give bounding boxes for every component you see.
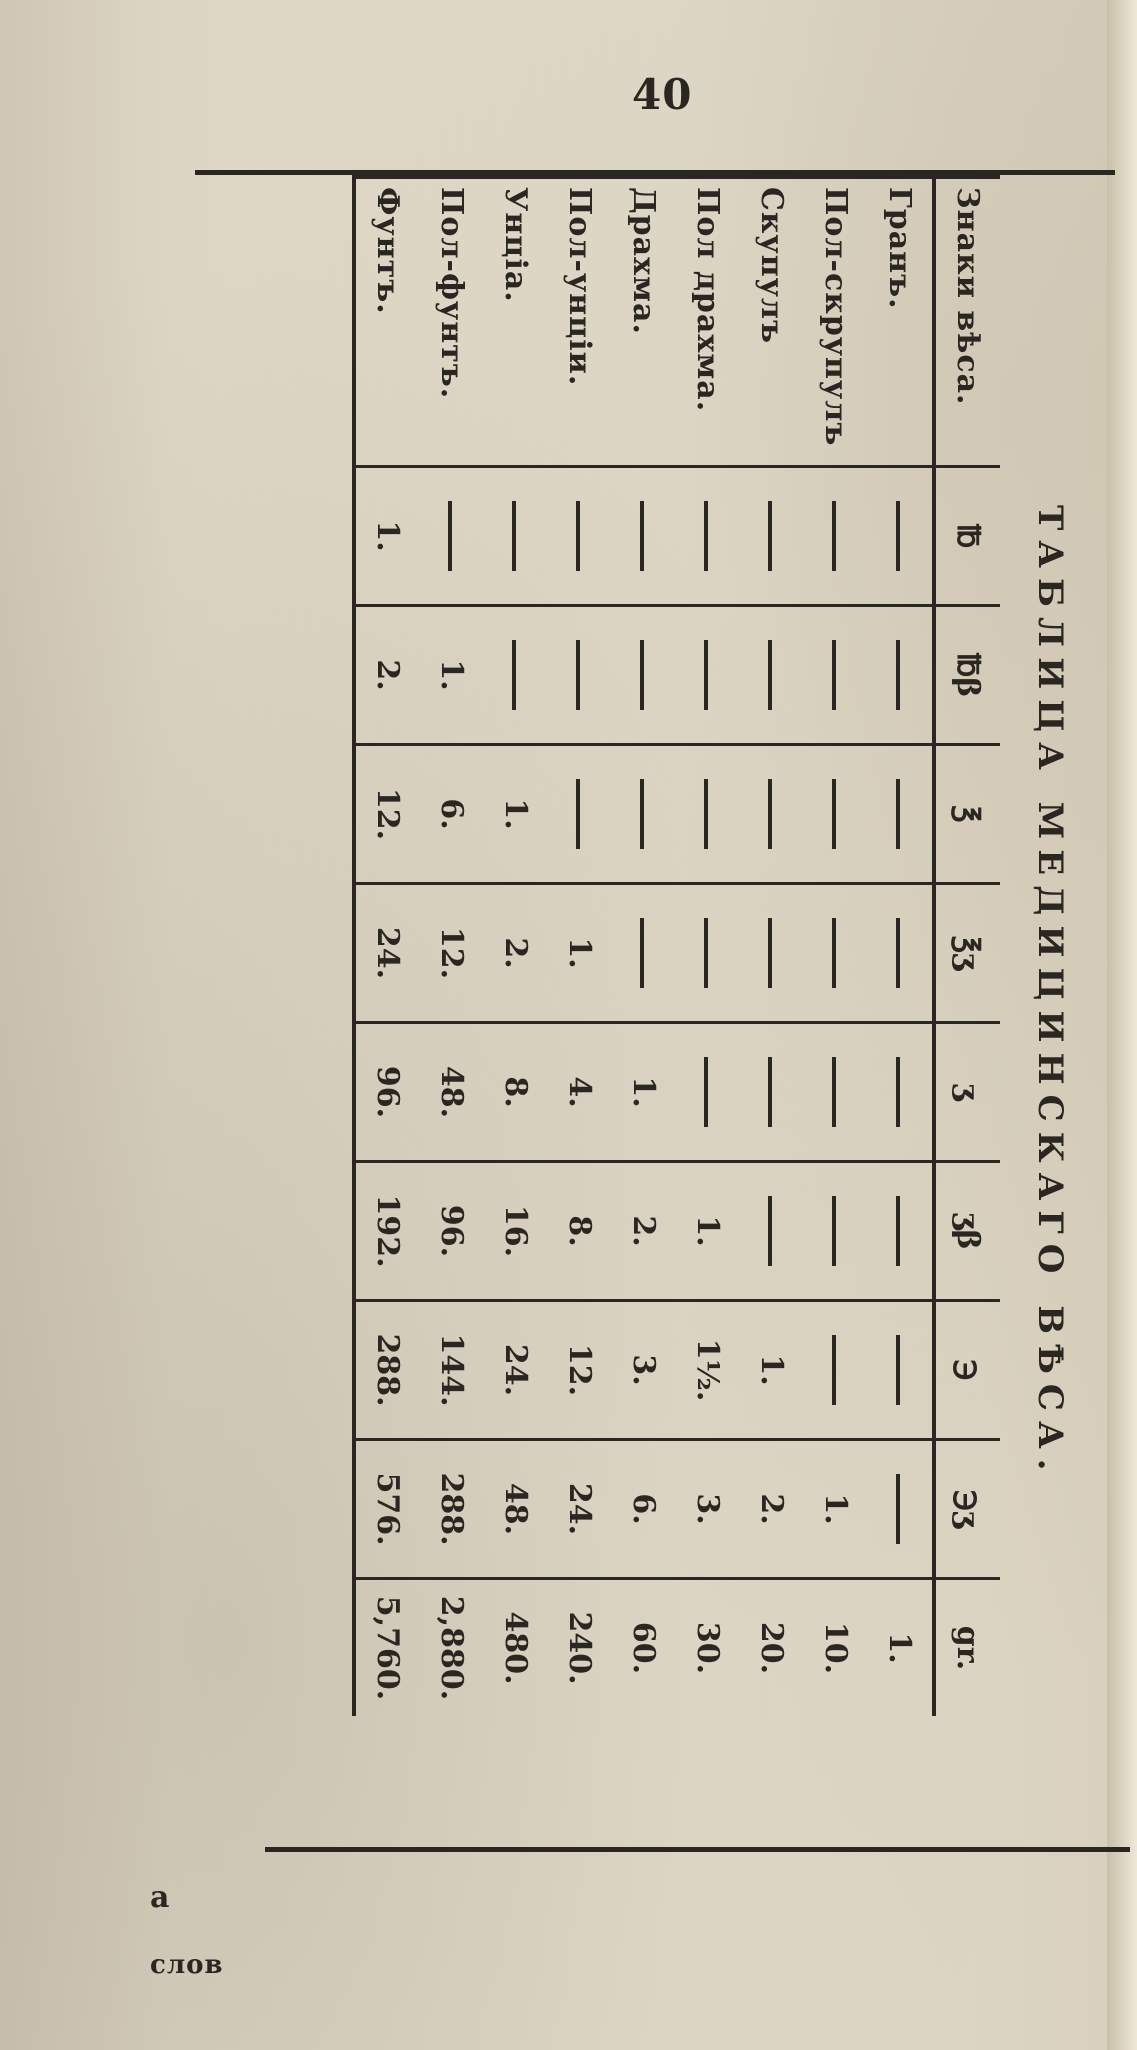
dash-mark [769,640,773,710]
dash-mark [833,779,837,849]
table-cell: 4. [548,1023,612,1162]
weights-table [352,175,1000,1716]
row-label: Фунтъ. [354,177,420,467]
dash-mark [705,640,709,710]
row-label: Гранъ. [868,177,934,467]
empty-cell-dash [740,745,804,884]
table-row [484,177,548,1716]
table-cell: 48. [484,1440,548,1579]
table-cell: 5,760. [354,1579,420,1717]
table-cell: 1. [548,884,612,1023]
column-header: ℥ʒ [934,884,1000,1023]
table-row [354,177,420,1716]
dash-mark [897,1196,901,1266]
row-label: Пол драхма. [676,177,740,467]
empty-cell-dash [804,606,868,745]
table-cell: 480. [484,1579,548,1717]
empty-cell-dash [868,467,934,606]
dash-mark [769,1057,773,1127]
table-cell: 288. [354,1301,420,1440]
dash-mark [577,779,581,849]
table-cell: 10. [804,1579,868,1717]
empty-cell-dash [676,884,740,1023]
table-cell: 2,880. [420,1579,484,1717]
dash-mark [769,1196,773,1266]
dash-mark [897,779,901,849]
empty-cell-dash [868,1440,934,1579]
dash-mark [833,1335,837,1405]
empty-cell-dash [740,1162,804,1301]
table-cell: 8. [484,1023,548,1162]
empty-cell-dash [804,884,868,1023]
empty-cell-dash [676,606,740,745]
column-header: gr. [934,1579,1000,1717]
dash-mark [641,918,645,988]
dash-mark [577,501,581,571]
empty-cell-dash [612,467,676,606]
dash-mark [705,779,709,849]
dash-mark [833,501,837,571]
table-cell: 96. [420,1162,484,1301]
empty-cell-dash [612,884,676,1023]
empty-cell-dash [804,467,868,606]
table-cell: 2. [612,1162,676,1301]
dash-mark [769,779,773,849]
table-cell: 2. [740,1440,804,1579]
table-cell: 1½. [676,1301,740,1440]
row-label: Пол-унціи. [548,177,612,467]
empty-cell-dash [740,467,804,606]
empty-cell-dash [548,467,612,606]
row-label: Унціа. [484,177,548,467]
table-cell: 24. [548,1440,612,1579]
empty-cell-dash [484,606,548,745]
table-cell: 6. [420,745,484,884]
table-cell: 2. [484,884,548,1023]
empty-cell-dash [740,606,804,745]
table-row [804,177,868,1716]
table-cell: 288. [420,1440,484,1579]
dash-mark [897,1474,901,1544]
column-header: ℥ [934,745,1000,884]
table-cell: 2. [354,606,420,745]
dash-mark [577,640,581,710]
empty-cell-dash [868,1162,934,1301]
empty-cell-dash [676,467,740,606]
weights-table-body [354,177,1000,1716]
margin-word: слов [150,1950,224,1980]
table-cell: 24. [354,884,420,1023]
header-label: Знаки вѣса. [934,177,1000,467]
column-header: ℔β [934,606,1000,745]
dash-mark [641,779,645,849]
margin-letter: а [150,1880,170,1915]
row-label: Пол-скрупулъ [804,177,868,467]
dash-mark [833,918,837,988]
table-cell: 12. [354,745,420,884]
dash-mark [897,640,901,710]
table-cell: 12. [420,884,484,1023]
dash-mark [641,640,645,710]
rotated-table-block [250,175,1080,1835]
column-header: ʒβ [934,1162,1000,1301]
table-cell: 6. [612,1440,676,1579]
table-cell: 20. [740,1579,804,1717]
table-row [676,177,740,1716]
dash-mark [833,1057,837,1127]
empty-cell-dash [420,467,484,606]
table-cell: 1. [484,745,548,884]
empty-cell-dash [676,1023,740,1162]
empty-cell-dash [868,745,934,884]
dash-mark [641,501,645,571]
table-cell: 1. [804,1440,868,1579]
dash-mark [833,1196,837,1266]
column-header: ℈ [934,1301,1000,1440]
table-cell: 1. [420,606,484,745]
table-row [548,177,612,1716]
table-cell: 60. [612,1579,676,1717]
column-header: ℈ʒ [934,1440,1000,1579]
table-cell: 48. [420,1023,484,1162]
column-header: ʒ [934,1023,1000,1162]
bottom-rule [265,1847,1130,1852]
empty-cell-dash [676,745,740,884]
table-row [868,177,934,1716]
table-cell: 16. [484,1162,548,1301]
table-row [740,177,804,1716]
table-cell: 576. [354,1440,420,1579]
empty-cell-dash [548,606,612,745]
table-header-row [934,177,1000,1716]
table-cell: 1. [354,467,420,606]
row-label: Драхма. [612,177,676,467]
dash-mark [769,501,773,571]
table-row [612,177,676,1716]
empty-cell-dash [740,1023,804,1162]
table-cell: 144. [420,1301,484,1440]
table-cell: 3. [612,1301,676,1440]
empty-cell-dash [868,606,934,745]
table-cell: 96. [354,1023,420,1162]
table-cell: 12. [548,1301,612,1440]
empty-cell-dash [804,1023,868,1162]
table-cell: 192. [354,1162,420,1301]
empty-cell-dash [484,467,548,606]
row-label: Пол-фунтъ. [420,177,484,467]
table-cell: 30. [676,1579,740,1717]
table-cell: 3. [676,1440,740,1579]
table-row [420,177,484,1716]
table-cell: 240. [548,1579,612,1717]
empty-cell-dash [868,1301,934,1440]
empty-cell-dash [740,884,804,1023]
empty-cell-dash [548,745,612,884]
table-cell: 1. [868,1579,934,1717]
dash-mark [705,1057,709,1127]
dash-mark [449,501,453,571]
table-cell: 1. [740,1301,804,1440]
dash-mark [513,501,517,571]
table-cell: 8. [548,1162,612,1301]
page-number: 40 [632,70,693,119]
empty-cell-dash [868,884,934,1023]
dash-mark [705,501,709,571]
table-cell: 1. [612,1023,676,1162]
empty-cell-dash [612,606,676,745]
row-label: Скупулъ [740,177,804,467]
table-cell: 1. [676,1162,740,1301]
empty-cell-dash [804,745,868,884]
table-title: ТАБЛИЦА МЕДИЦИНСКАГО ВѢСА. [1030,505,1070,1481]
dash-mark [897,1335,901,1405]
column-header: ℔ [934,467,1000,606]
empty-cell-dash [804,1162,868,1301]
dash-mark [897,918,901,988]
table-cell: 24. [484,1301,548,1440]
dash-mark [705,918,709,988]
dash-mark [897,501,901,571]
empty-cell-dash [868,1023,934,1162]
dash-mark [833,640,837,710]
empty-cell-dash [612,745,676,884]
empty-cell-dash [804,1301,868,1440]
dash-mark [769,918,773,988]
page-edge [1107,0,1137,2050]
dash-mark [897,1057,901,1127]
dash-mark [513,640,517,710]
